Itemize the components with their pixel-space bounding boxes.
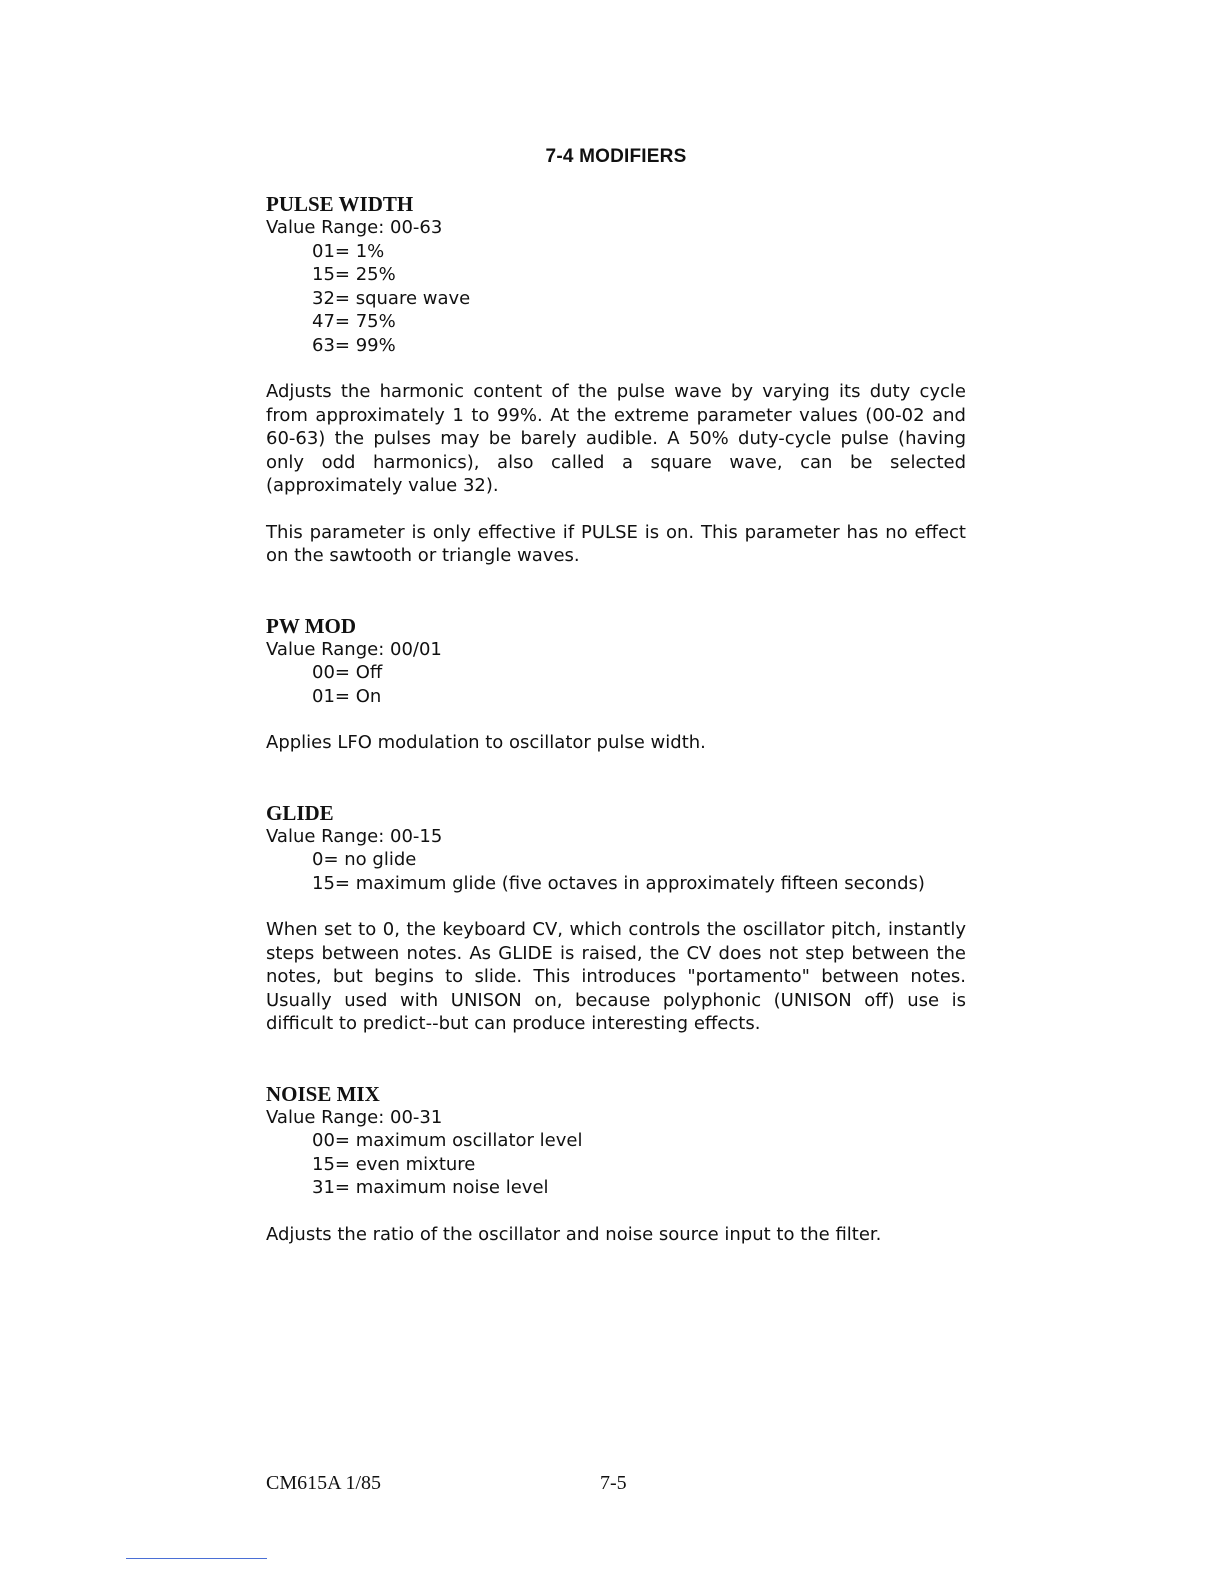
value-item: 63= 99% xyxy=(312,334,396,356)
value-range: Value Range: 00/01 xyxy=(266,638,442,660)
value-range: Value Range: 00-31 xyxy=(266,1106,443,1128)
value-list xyxy=(266,240,966,358)
bottom-rule xyxy=(126,1558,267,1559)
description-paragraph: Adjusts the harmonic content of the pulse wave by varying its duty cycle from approximately 1 to 99%. At the extreme parameter values (00-02 and 60-63) the pulses may be barely audible. A 50% duty-cycle pulse (having only odd harmonics), also called a square wave, can be selected (approximately value 32). xyxy=(266,381,966,496)
document-body xyxy=(266,192,966,1246)
description-paragraph: Adjusts the ratio of the oscillator and noise source input to the filter. xyxy=(266,1223,882,1245)
value-item: 32= square wave xyxy=(312,287,471,309)
footer-document-id: CM615A 1/85 xyxy=(266,1472,382,1494)
description-paragraph: This parameter is only effective if PULSE is on. This parameter has no effect on the sawtooth or triangle waves. xyxy=(266,521,966,566)
value-item: 15= 25% xyxy=(312,264,396,285)
footer-page-number: 7-5 xyxy=(600,1472,627,1494)
description-paragraph: When set to 0, the keyboard CV, which controls the oscillator pitch, instantly steps between notes. As GLIDE is raised, the CV does not step between the notes, but begins to slide. This introduces "portamento" between notes. Usually used with UNISON on, because polyphonic (UNISON off) use is difficult to predict--but can produce interesting effects. xyxy=(266,919,966,1034)
page-title: 7-4 MODIFIERS xyxy=(545,146,687,167)
value-item: 01= 1% xyxy=(312,240,385,262)
section-noise-mix xyxy=(266,1082,966,1247)
value-range: Value Range: 00-63 xyxy=(266,217,443,238)
value-list xyxy=(266,1129,966,1200)
value-list xyxy=(266,848,966,895)
section-glide xyxy=(266,801,966,1036)
value-range: Value Range: 00-15 xyxy=(266,825,443,847)
section-heading: GLIDE xyxy=(266,800,334,825)
value-item: 47= 75% xyxy=(312,311,396,332)
value-item: 00= maximum oscillator level xyxy=(312,1130,583,1151)
section-heading: PULSE WIDTH xyxy=(266,192,414,216)
value-item: 01= On xyxy=(312,685,382,707)
value-item: 15= maximum glide (five octaves in approximately fifteen seconds) xyxy=(312,872,925,894)
section-pulse-width xyxy=(266,192,966,568)
value-list xyxy=(266,661,966,708)
value-item: 00= Off xyxy=(312,662,383,683)
section-heading: PW MOD xyxy=(266,613,357,638)
value-item: 0= no glide xyxy=(312,849,417,870)
section-heading: NOISE MIX xyxy=(266,1081,380,1106)
section-pw-mod xyxy=(266,614,966,755)
value-item: 31= maximum noise level xyxy=(312,1177,549,1198)
description-paragraph: Applies LFO modulation to oscillator pulse width. xyxy=(266,732,706,753)
value-item: 15= even mixture xyxy=(312,1153,476,1175)
